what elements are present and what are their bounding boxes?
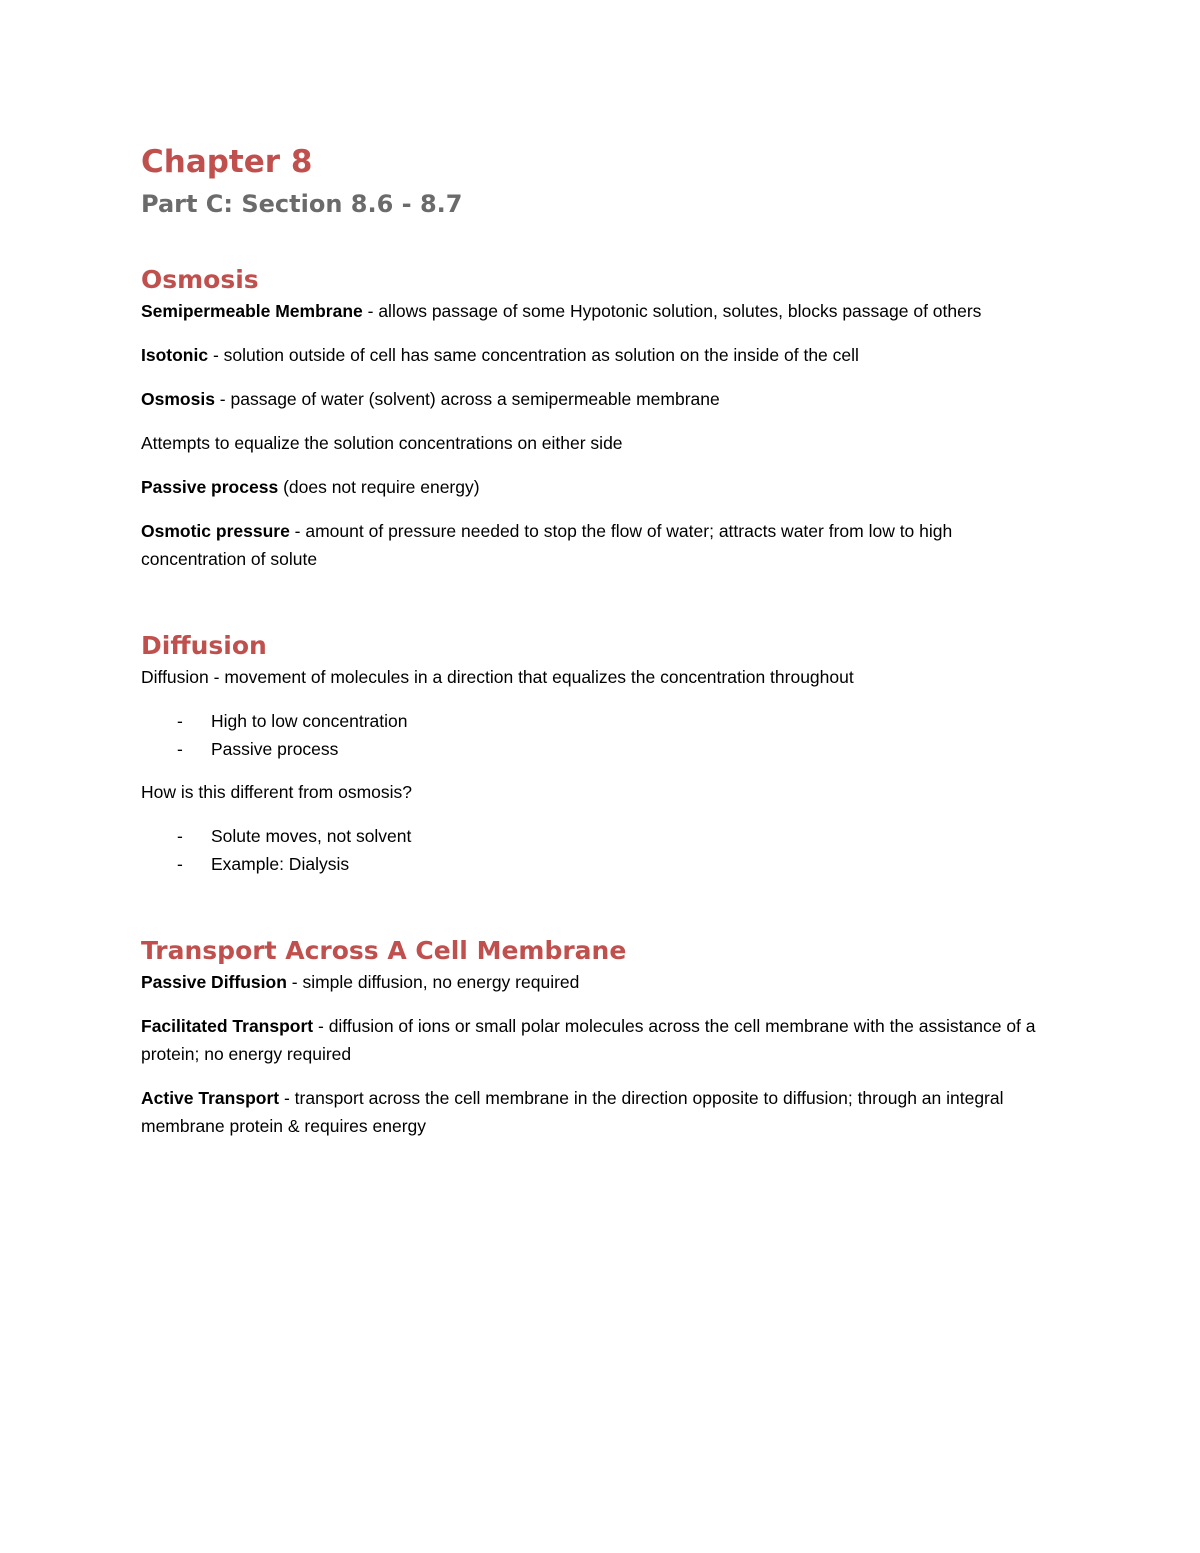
list-item: - High to low concentration bbox=[141, 707, 1061, 735]
term: Osmosis bbox=[141, 389, 215, 409]
dash-marker: - bbox=[177, 854, 183, 874]
term: Facilitated Transport bbox=[141, 1016, 314, 1036]
document-page bbox=[141, 140, 1061, 1140]
diffusion-intro: Diffusion - movement of molecules in a direction that equalizes the concentration throughout bbox=[141, 667, 854, 687]
transport-item: Passive Diffusion - simple diffusion, no energy required bbox=[141, 972, 580, 992]
heading-transport: Transport Across A Cell Membrane bbox=[141, 936, 627, 965]
definition: simple diffusion, no energy required bbox=[302, 972, 580, 992]
term: Passive process bbox=[141, 477, 279, 497]
term: Osmotic pressure bbox=[141, 521, 290, 541]
definition: transport across the cell membrane in the direction opposite to diffusion; through an integral membrane protein & requires energy bbox=[141, 1088, 1004, 1136]
chapter-title: Chapter 8 bbox=[141, 144, 313, 180]
dash-marker: - bbox=[177, 711, 183, 731]
term: Passive Diffusion bbox=[141, 972, 287, 992]
transport-item: Active Transport - transport across the cell membrane in the direction opposite to diffusion; through an integral membrane protein & requires energy bbox=[141, 1088, 1004, 1136]
definition: (does not require energy) bbox=[283, 477, 480, 497]
transport-item: Facilitated Transport - diffusion of ions or small polar molecules across the cell membrane with the assistance of a protein; no energy required bbox=[141, 1016, 1036, 1064]
dash-marker: - bbox=[177, 739, 183, 759]
definition: solution outside of cell has same concentration as solution on the inside of the cell bbox=[223, 345, 859, 365]
list-item: - Passive process bbox=[141, 735, 1061, 763]
heading-osmosis: Osmosis bbox=[141, 265, 259, 294]
osmosis-item bbox=[141, 429, 1061, 457]
term: Isotonic bbox=[141, 345, 209, 365]
section-subtitle: Part C: Section 8.6 - 8.7 bbox=[141, 190, 463, 218]
dash-marker: - bbox=[177, 826, 183, 846]
definition: diffusion of ions or small polar molecules across the cell membrane with the assistance of a protein; no energy required bbox=[141, 1016, 1036, 1064]
osmosis-item: Isotonic - solution outside of cell has same concentration as solution on the inside of the cell bbox=[141, 345, 859, 365]
heading-diffusion: Diffusion bbox=[141, 631, 267, 660]
osmosis-item: Osmosis - passage of water (solvent) across a semipermeable membrane bbox=[141, 389, 720, 409]
osmosis-item: Osmotic pressure - amount of pressure needed to stop the flow of water; attracts water from low to high concentration of solute bbox=[141, 521, 953, 569]
diffusion-question: How is this different from osmosis? bbox=[141, 782, 413, 802]
diffusion-bullets bbox=[141, 822, 1061, 878]
term: Active Transport bbox=[141, 1088, 280, 1108]
definition: allows passage of some Hypotonic solution, solutes, blocks passage of others bbox=[378, 301, 982, 321]
list-item: - Example: Dialysis bbox=[141, 850, 1061, 878]
list-item: - Solute moves, not solvent bbox=[141, 822, 1061, 850]
definition: passage of water (solvent) across a semipermeable membrane bbox=[230, 389, 720, 409]
definition: amount of pressure needed to stop the flow of water; attracts water from low to high concentration of solute bbox=[141, 521, 953, 569]
diffusion-bullets bbox=[141, 707, 1061, 763]
definition: Attempts to equalize the solution concentrations on either side bbox=[141, 433, 623, 453]
osmosis-item: Semipermeable Membrane - allows passage of some Hypotonic solution, solutes, blocks passage of others bbox=[141, 301, 982, 321]
osmosis-item bbox=[141, 473, 1061, 501]
term: Semipermeable Membrane bbox=[141, 301, 363, 321]
